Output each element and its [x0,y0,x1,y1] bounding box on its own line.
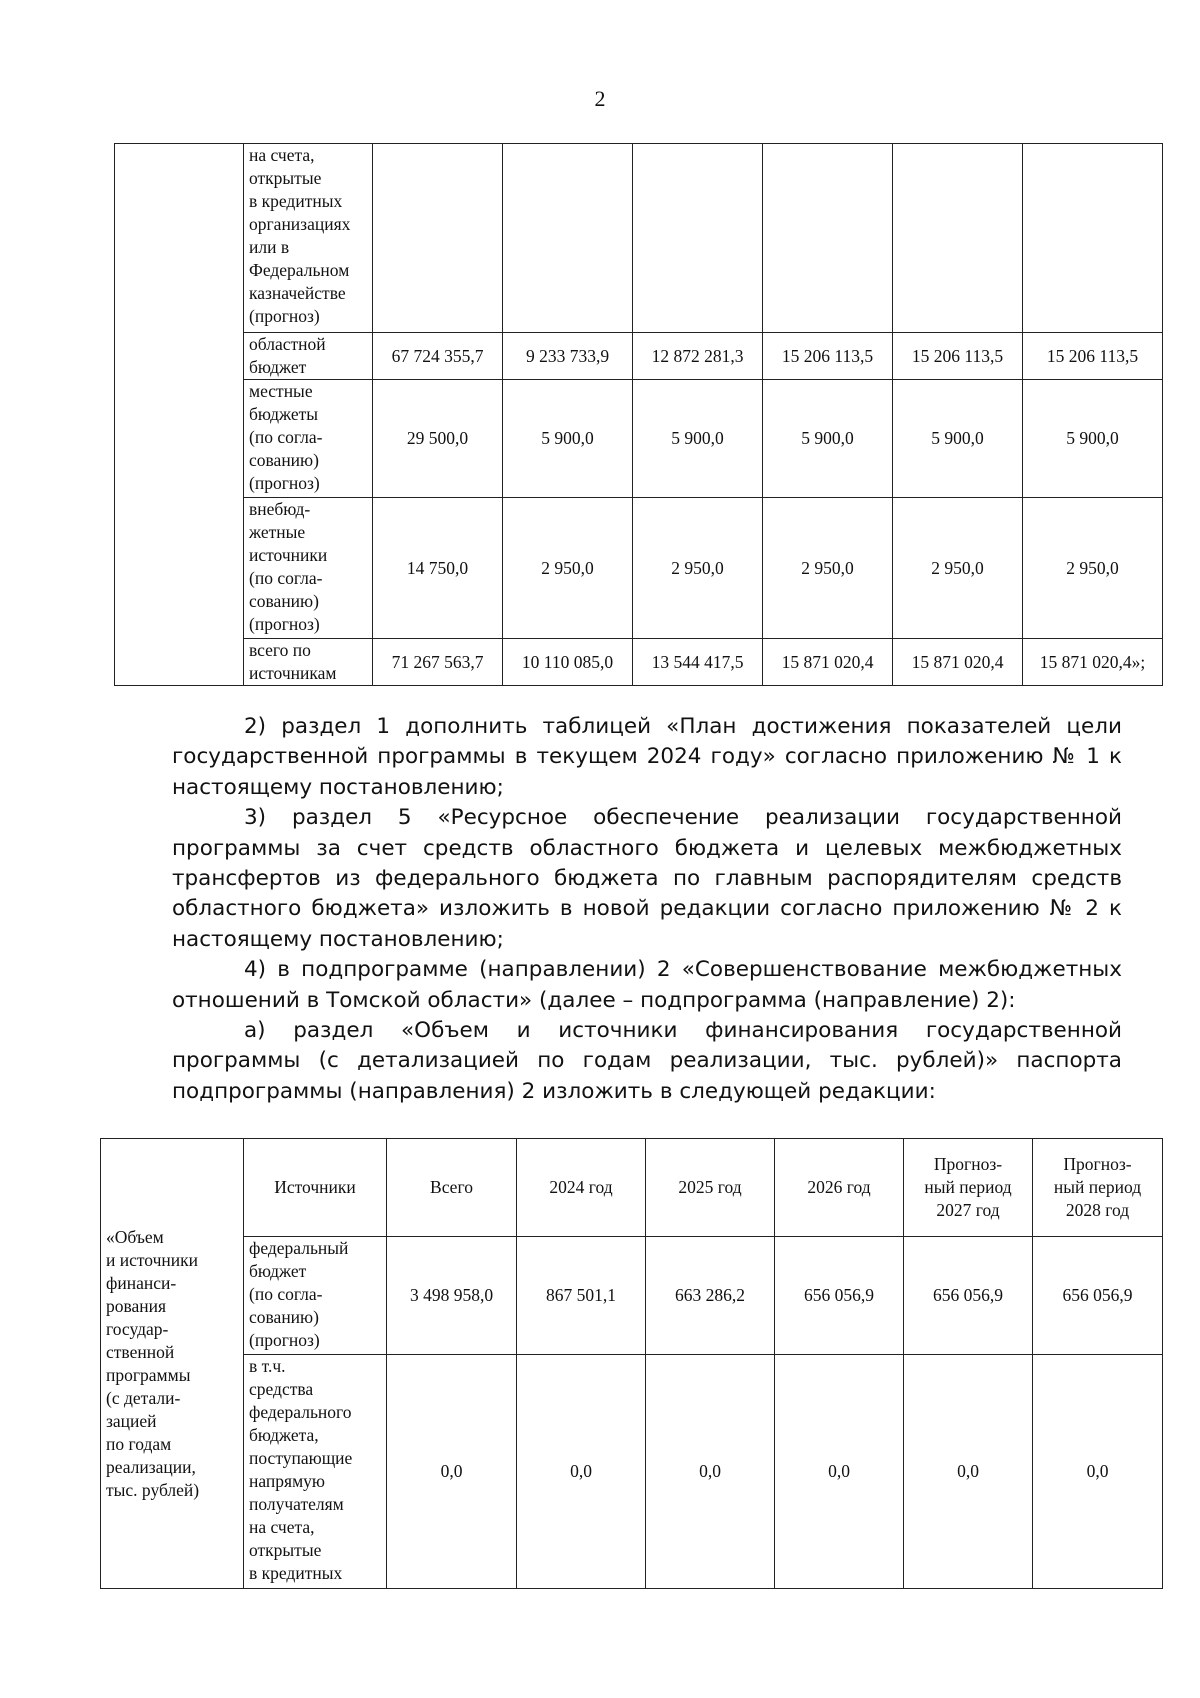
header-cell: Источники [244,1139,387,1237]
empty-label-cell [115,144,244,686]
table-row [101,1355,1163,1589]
source-cell: всего по источникам [244,639,373,686]
value-cell: 5 900,0 [1023,380,1163,498]
value-cell: 656 056,9 [904,1237,1033,1355]
header-cell: Прогноз- ный период 2028 год [1033,1139,1163,1237]
value-cell: 2 950,0 [633,498,763,639]
value-cell [633,144,763,333]
financing-table [100,1138,1163,1589]
value-cell: 5 900,0 [893,380,1023,498]
paragraph: 3) раздел 5 «Ресурсное обеспечение реализации государственной программы за счет средств областного бюджета и целевых межбюджетных трансфертов из федерального бюджета по главным распорядителям средств областного бюджета» изложить в новой редакции согласно приложению № 2 к настоящему постановлению; [172,805,1122,952]
value-cell: 2 950,0 [893,498,1023,639]
value-cell: 3 498 958,0 [387,1237,517,1355]
value-cell: 0,0 [646,1355,775,1589]
value-cell: 29 500,0 [373,380,503,498]
header-cell: Прогноз- ный период 2027 год [904,1139,1033,1237]
header-cell: 2025 год [646,1139,775,1237]
paragraph: 2) раздел 1 дополнить таблицей «План достижения показателей цели государственной программы в текущем 2024 году» согласно приложению № 1 к настоящему постановлению; [172,714,1122,800]
table-row [115,639,1163,686]
value-cell: 663 286,2 [646,1237,775,1355]
value-cell [893,144,1023,333]
table-row [115,380,1163,498]
value-cell: 15 206 113,5 [893,333,1023,380]
value-cell [373,144,503,333]
value-cell: 15 206 113,5 [1023,333,1163,380]
table-row [115,333,1163,380]
value-cell: 0,0 [517,1355,646,1589]
value-cell: 656 056,9 [775,1237,904,1355]
value-cell: 15 871 020,4 [763,639,893,686]
value-cell: 2 950,0 [763,498,893,639]
header-row [101,1139,1163,1237]
value-cell: 14 750,0 [373,498,503,639]
value-cell: 12 872 281,3 [633,333,763,380]
value-cell: 2 950,0 [1023,498,1163,639]
paragraph: а) раздел «Объем и источники финансирования государственной программы (с детализацией по годам реализации, тыс. рублей)» паспорта подпрограммы (направления) 2 изложить в следующей редакции: [172,1018,1122,1104]
body-text [172,712,1122,1107]
source-cell: в т.ч. средства федерального бюджета, поступающие напрямую получателям на счета, открытые в кредитных [244,1355,387,1589]
value-cell [763,144,893,333]
source-cell: на счета, открытые в кредитных организациях или в Федеральном казначействе (прогноз) [244,144,373,333]
value-cell: 5 900,0 [503,380,633,498]
row-label-cell: «Объем и источники финанси- рования государ- ственной программы (с детали- зацией по годам реализации, тыс. рублей) [101,1139,244,1589]
value-cell: 0,0 [1033,1355,1163,1589]
value-cell: 867 501,1 [517,1237,646,1355]
financing-table-continued [114,143,1163,686]
value-cell: 15 206 113,5 [763,333,893,380]
header-cell: 2026 год [775,1139,904,1237]
value-cell [1023,144,1163,333]
source-cell: федеральный бюджет (по согла- сованию) (прогноз) [244,1237,387,1355]
value-cell: 67 724 355,7 [373,333,503,380]
value-cell: 0,0 [775,1355,904,1589]
source-cell: местные бюджеты (по согла- сованию) (прогноз) [244,380,373,498]
value-cell: 5 900,0 [633,380,763,498]
value-cell: 2 950,0 [503,498,633,639]
source-cell: областной бюджет [244,333,373,380]
paragraph: 4) в подпрограмме (направлении) 2 «Совершенствование межбюджетных отношений в Томской области» (далее – подпрограмма (направление) 2): [172,957,1122,1013]
header-cell: Всего [387,1139,517,1237]
value-cell: 0,0 [387,1355,517,1589]
value-cell: 10 110 085,0 [503,639,633,686]
header-cell: 2024 год [517,1139,646,1237]
page-number: 2 [594,86,606,111]
value-cell: 15 871 020,4»; [1023,639,1163,686]
value-cell: 656 056,9 [1033,1237,1163,1355]
value-cell: 71 267 563,7 [373,639,503,686]
value-cell: 5 900,0 [763,380,893,498]
table-row [115,498,1163,639]
value-cell: 15 871 020,4 [893,639,1023,686]
value-cell: 0,0 [904,1355,1033,1589]
source-cell: внебюд- жетные источники (по согла- сованию) (прогноз) [244,498,373,639]
value-cell: 13 544 417,5 [633,639,763,686]
table-row [101,1237,1163,1355]
value-cell: 9 233 733,9 [503,333,633,380]
table-row [115,144,1163,333]
value-cell [503,144,633,333]
